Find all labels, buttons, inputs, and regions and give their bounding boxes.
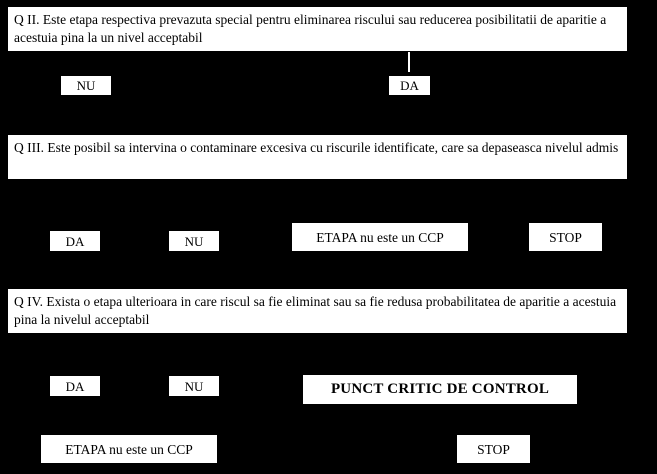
- answer-q4-no: NU: [168, 375, 220, 397]
- answer-q2-yes: DA: [388, 75, 431, 96]
- answer-q3-yes: DA: [49, 230, 101, 252]
- connector-q2-to-da: [408, 52, 410, 72]
- outcome-q4-not-ccp: ETAPA nu este un CCP: [40, 434, 218, 464]
- outcome-critical-control-point: PUNCT CRITIC DE CONTROL: [302, 374, 578, 405]
- outcome-q4-stop: STOP: [456, 434, 531, 464]
- question-3-box: Q III. Este posibil sa intervina o contaminare excesiva cu riscurile identificate, care sa depaseasca nivelul admis: [7, 134, 628, 180]
- answer-q4-yes: DA: [49, 375, 101, 397]
- outcome-q3-not-ccp: ETAPA nu este un CCP: [291, 222, 469, 252]
- question-4-box: Q IV. Exista o etapa ulterioara in care riscul sa fie eliminat sau sa fie redusa probabilitatea de aparitie a acestuia pina la nivelul acceptabil: [7, 288, 628, 334]
- outcome-q3-stop: STOP: [528, 222, 603, 252]
- answer-q3-no: NU: [168, 230, 220, 252]
- answer-q2-no: NU: [60, 75, 112, 96]
- question-2-box: Q II. Este etapa respectiva prevazuta special pentru eliminarea riscului sau reducerea posibilitatii de aparitie a acestuia pina la un nivel acceptabil: [7, 6, 628, 52]
